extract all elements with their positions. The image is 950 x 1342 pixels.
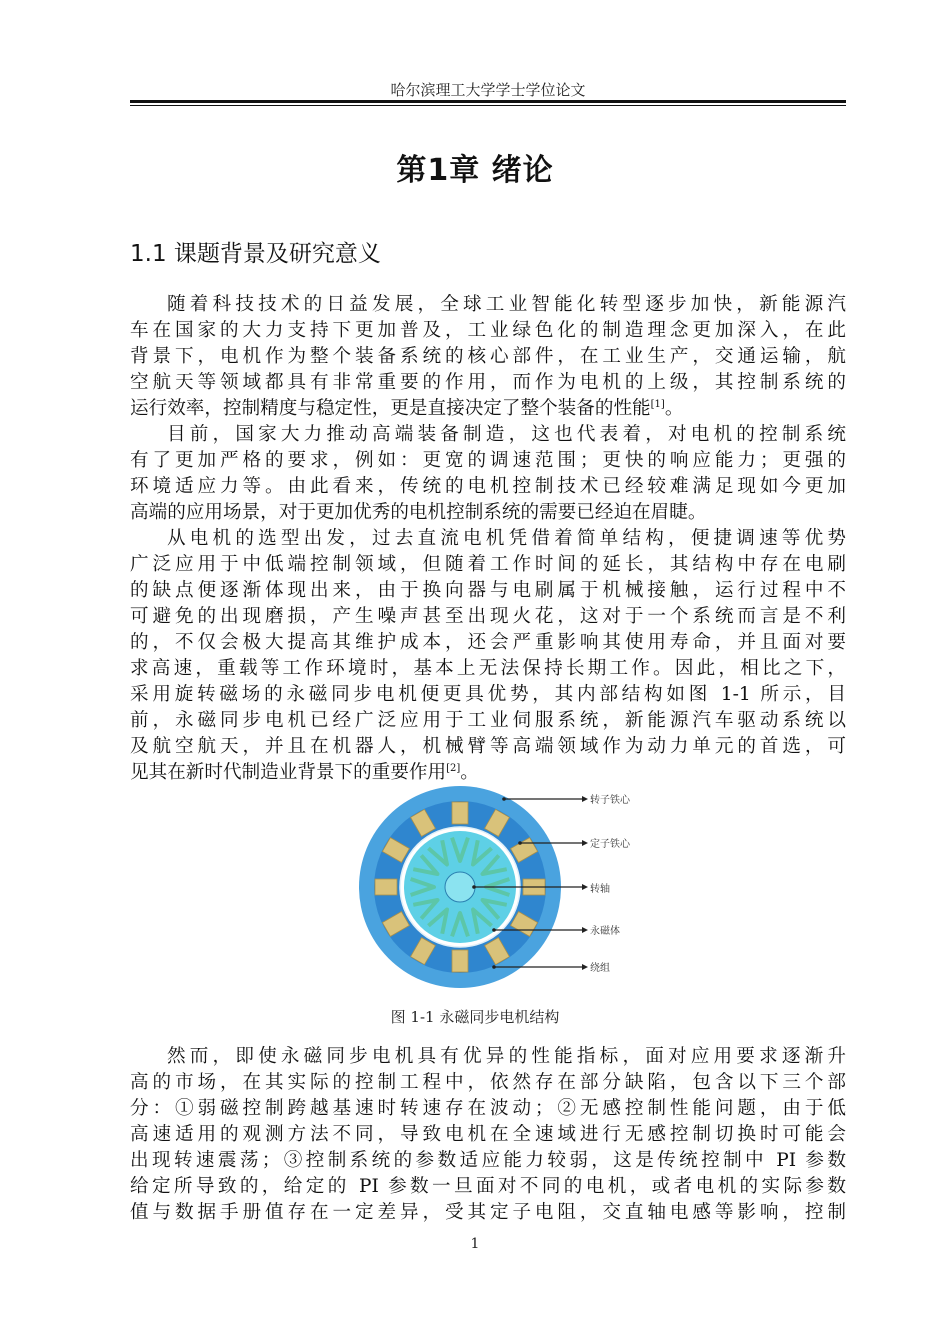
paragraph-line: 给定所导致的，给定的 PI 参数一旦面对不同的电机，或者电机的实际参数: [130, 1176, 846, 1197]
paragraph-line: 目前，国家大力推动高端装备制造，这也代表着，对电机的控制系统: [167, 424, 846, 445]
paragraph-end: 。: [664, 398, 684, 419]
paragraph-line: 有了更加严格的要求，例如：更宽的调速范围；更快的响应能力；更强的: [130, 450, 846, 471]
paragraph-line: 背景下，电机作为整个装备系统的核心部件，在工业生产，交通运输，航: [130, 346, 846, 367]
citation-ref: [1]: [650, 398, 665, 410]
header-rule-thin: [130, 105, 846, 106]
paragraph-line: 的缺点便逐渐体现出来，由于换向器与电刷属于机械接触，运行过程中不: [130, 580, 846, 601]
paragraph-line: 出现转速震荡；③控制系统的参数适应能力较弱，这是传统控制中 PI 参数: [130, 1150, 846, 1171]
label-magnet: 永磁体: [590, 926, 620, 937]
paragraph-line: 前，永磁同步电机已经广泛应用于工业伺服系统，新能源汽车驱动系统以: [130, 710, 846, 731]
paragraph-end: 。: [460, 762, 479, 783]
leader-dot: [502, 797, 506, 801]
paragraph-line: [130, 396, 846, 422]
page-number: 1: [470, 1236, 480, 1252]
winding-slot: [452, 802, 468, 824]
paragraph-line: 空航天等领域都具有非常重要的作用，而作为电机的上级，其控制系统的: [130, 372, 846, 393]
paragraph-line: 分：①弱磁控制跨越基速时转速存在波动；②无感控制性能问题，由于低: [130, 1098, 846, 1119]
winding-slot: [375, 879, 397, 895]
chapter-title: 第1章 绪论: [396, 153, 554, 188]
pmsm-structure-figure: [344, 785, 642, 1003]
paragraph-line: 随着科技技术的日益发展，全球工业智能化转型逐步加快，新能源汽: [167, 294, 846, 315]
paragraph-text: 运行效率，控制精度与稳定性，更是直接决定了整个装备的性能: [130, 398, 651, 419]
paragraph-line: 高的市场，在其实际的控制工程中，依然存在部分缺陷，包含以下三个部: [130, 1072, 846, 1093]
winding-slot: [452, 950, 468, 972]
paragraph-line: 的，不仅会极大提高其维护成本，还会严重影响其使用寿命，并且面对要: [130, 632, 846, 653]
label-winding: 绕组: [590, 963, 610, 974]
leader-dot: [472, 885, 476, 889]
header-rule-thick: [130, 100, 846, 103]
citation-ref: [2]: [446, 762, 461, 774]
section-heading: 1.1 课题背景及研究意义: [130, 241, 381, 267]
paragraph-line: 求高速，重载等工作环境时，基本上无法保持长期工作。因此，相比之下，: [130, 658, 846, 679]
paragraph-text: 见其在新时代制造业背景下的重要作用: [130, 762, 447, 783]
paragraph-line: 高端的应用场景，对于更加优秀的电机控制系统的需要已经迫在眉睫。: [130, 502, 707, 523]
paragraph-line: [130, 760, 846, 786]
paragraph-line: 车在国家的大力支持下更加普及，工业绿色化的制造理念更加深入，在此: [130, 320, 846, 341]
leader-dot: [492, 928, 496, 932]
label-shaft: 转轴: [590, 884, 610, 895]
paragraph-line: 值与数据手册值存在一定差异，受其定子电阻，交直轴电感等影响，控制: [130, 1202, 846, 1223]
paragraph-line: 然而，即使永磁同步电机具有优异的性能指标，面对应用要求逐渐升: [167, 1046, 846, 1067]
leader-dot: [518, 841, 522, 845]
paragraph-line: 采用旋转磁场的永磁同步电机便更具优势，其内部结构如图 1-1 所示，目: [130, 684, 846, 705]
paragraph-line: 高速适用的观测方法不同，导致电机在全速域进行无感控制切换时可能会: [130, 1124, 846, 1145]
label-rotor-core: 转子铁心: [590, 795, 630, 806]
paragraph-line: 从电机的选型出发，过去直流电机凭借着简单结构，便捷调速等优势: [167, 528, 846, 549]
label-stator-core: 定子铁心: [590, 839, 630, 850]
paragraph-line: 及航空航天，并且在机器人，机械臂等高端领域作为动力单元的首选，可: [130, 736, 846, 757]
paragraph-line: 广泛应用于中低端控制领域，但随着工作时间的延长，其结构中存在电刷: [130, 554, 846, 575]
figure-caption: 图 1-1 永磁同步电机结构: [390, 1008, 560, 1026]
running-header: 哈尔滨理工大学学士学位论文: [390, 81, 586, 99]
leader-dot: [492, 965, 496, 969]
shaft: [445, 872, 475, 902]
paragraph-line: 环境适应力等。由此看来，传统的电机控制技术已经较难满足现如今更加: [130, 476, 846, 497]
paragraph-line: 可避免的出现磨损，产生噪声甚至出现火花，这对于一个系统而言是不利: [130, 606, 846, 627]
